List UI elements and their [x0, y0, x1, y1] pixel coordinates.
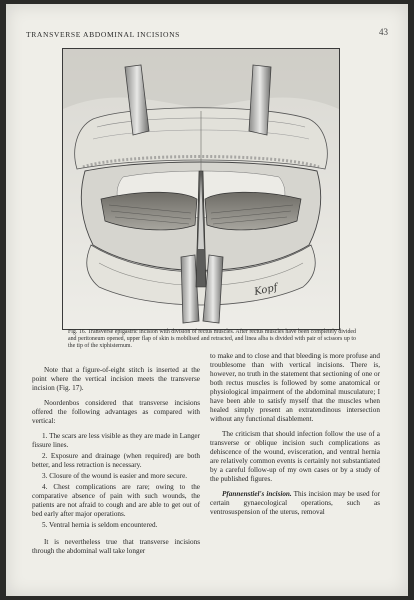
left-column [32, 366, 200, 562]
figure-caption [68, 329, 356, 350]
list-item: 4. Chest complications are rare; owing to the comparative absence of pain with such wounds, the patients are not afraid to cough and are able to get out of bed early after major operations. [32, 483, 200, 518]
header-title: TRANSVERSE ABDOMINAL INCISIONS [26, 30, 180, 39]
paragraph: Noordenbos considered that transverse incisions offered the following advantages as compared with vertical: [32, 399, 200, 425]
paragraph: It is nevertheless true that transverse incisions through the abdominal wall take longer [32, 538, 200, 555]
caption-label: Fig. 16. [68, 329, 87, 335]
list-item: 3. Closure of the wound is easier and more secure. [42, 472, 188, 480]
illustration-drawing [63, 49, 339, 329]
right-column [210, 352, 380, 523]
list-item: 1. The scars are less visible as they are made in Langer fissure lines. [32, 432, 200, 449]
paragraph-text: This incision may be used for certain gynaecological operations, such as ventrosuspension of the uterus, removal [210, 490, 381, 516]
artist-signature: Kopf [253, 282, 279, 298]
paragraph [210, 490, 380, 517]
running-header [26, 27, 388, 42]
list-item: 5. Ventral hernia is seldom encountered. [42, 521, 158, 529]
list-item: 2. Exposure and drainage (when required) are both better, and less retraction is necessary. [32, 452, 200, 469]
page-number: 43 [379, 27, 388, 37]
surgical-illustration [62, 48, 340, 330]
paragraph: Note that a figure-of-eight stitch is inserted at the point where the vertical incision meets the transverse incision (Fig. 17). [32, 366, 200, 392]
paragraph: The criticism that should infection follow the use of a transverse or oblique incision such complications as dehiscence of the wound, evisceration, and ventral hernia are relatively common events is certainly not substantiated by a careful follow-up of my own cases or by a study of the published figures. [210, 430, 380, 483]
paragraph: to make and to close and that bleeding is more profuse and troublesome than with vertical incisions. There is, however, no truth in the statement that sectioning of one or both rectus muscles is followed by some anatomical or physiological impairment of the abdominal musculature; I have been able to satisfy myself that the muscles when healed simply present an extratendinous intersection without any functional disablement. [210, 352, 380, 423]
section-heading: Pfannenstiel's incision. [222, 490, 292, 498]
caption-text: Transverse epigastric incision with division of rectus muscles. After rectus muscles have been completely divided and peritoneum opened, upper flap of skin is mobilised and retracted, and linea alba is divided with pair of scissors up to the tip of the xiphisternum. [68, 329, 356, 350]
book-page [6, 4, 408, 596]
